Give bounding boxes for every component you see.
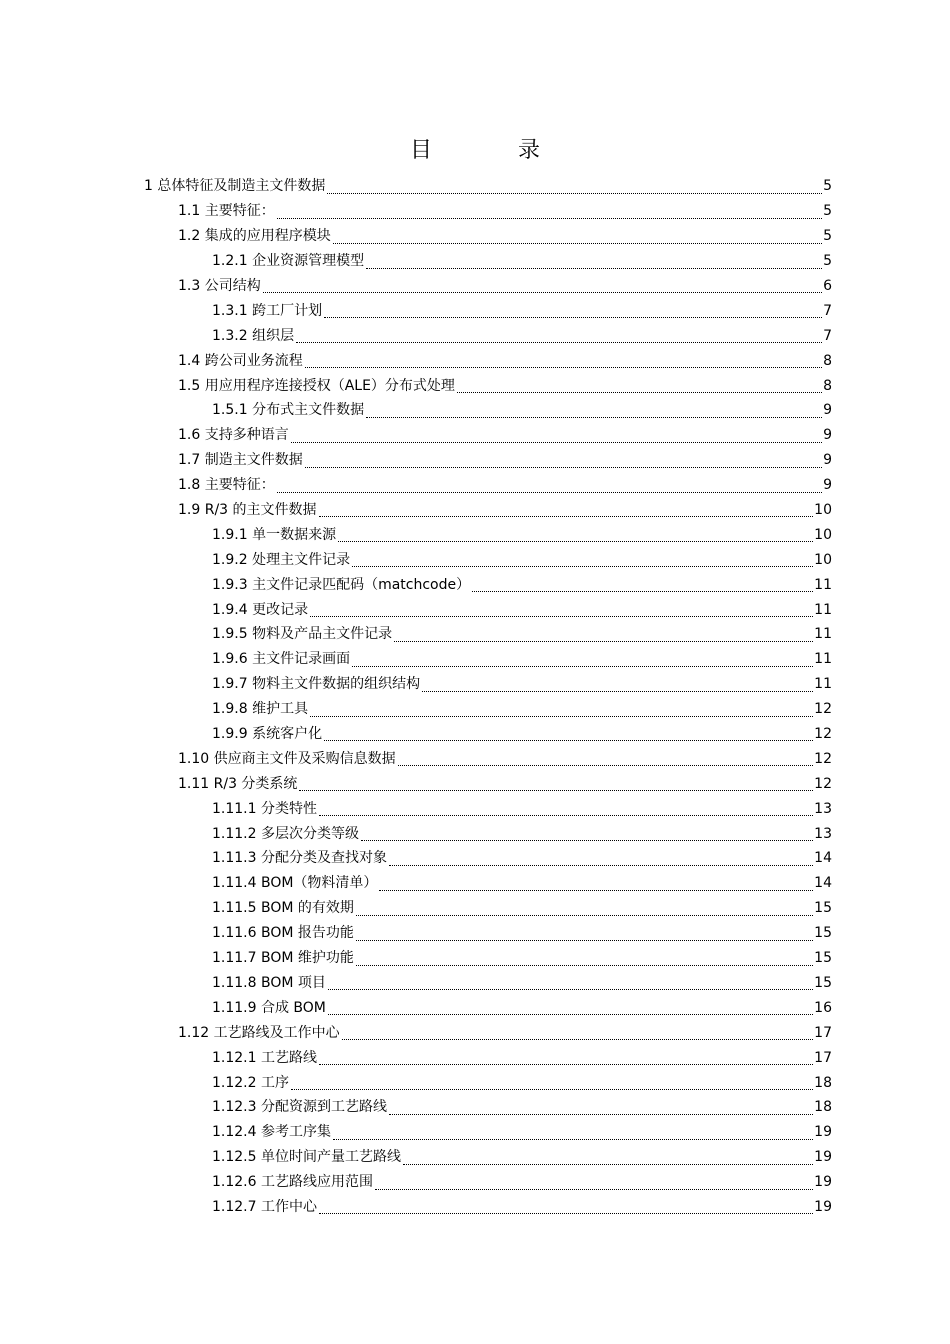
toc-dot-leader xyxy=(356,939,813,941)
toc-entry-label: 1.11.2 多层次分类等级 xyxy=(212,825,359,842)
toc-entry[interactable] xyxy=(212,796,832,821)
toc-entry-page-number: 15 xyxy=(814,950,832,967)
toc-entry[interactable] xyxy=(212,1045,832,1070)
toc-dot-leader xyxy=(291,1088,813,1090)
toc-dot-leader xyxy=(324,316,822,318)
toc-dot-leader xyxy=(366,267,822,269)
toc-entry-page-number: 16 xyxy=(814,999,832,1016)
toc-entry-page-number: 9 xyxy=(823,427,832,444)
toc-entry-page-number: 6 xyxy=(823,278,832,294)
toc-entry-page-number: 7 xyxy=(823,327,832,344)
toc-entry-label: 1.3 公司结构 xyxy=(178,278,261,294)
toc-entry-label: 1.12 工艺路线及工作中心 xyxy=(178,1024,340,1041)
toc-entry[interactable] xyxy=(178,199,832,224)
toc-dot-leader xyxy=(389,864,813,866)
toc-entry-page-number: 8 xyxy=(823,352,832,369)
toc-entry[interactable] xyxy=(144,174,832,199)
toc-dot-leader xyxy=(472,590,813,592)
toc-entry[interactable] xyxy=(212,846,832,871)
toc-entry-page-number: 9 xyxy=(823,477,832,494)
toc-entry-label: 1.9.4 更改记录 xyxy=(212,601,309,618)
toc-entry[interactable] xyxy=(212,1170,832,1195)
toc-dot-leader xyxy=(338,540,813,542)
toc-entry[interactable] xyxy=(212,1145,832,1170)
toc-dot-leader xyxy=(327,192,822,194)
toc-entry-label: 1.11.6 BOM 报告功能 xyxy=(212,925,354,942)
toc-entry[interactable] xyxy=(178,771,832,796)
toc-entry[interactable] xyxy=(212,971,832,996)
toc-entry-page-number: 19 xyxy=(814,1174,832,1191)
toc-entry-label: 1.9.7 物料主文件数据的组织结构 xyxy=(212,676,421,693)
toc-entry-label: 1.11.4 BOM（物料清单） xyxy=(212,875,378,892)
toc-entry-page-number: 19 xyxy=(814,1149,832,1166)
toc-entry-page-number: 17 xyxy=(814,1049,832,1066)
toc-entry[interactable] xyxy=(212,298,832,323)
toc-entry-page-number: 5 xyxy=(823,178,832,195)
toc-entry-page-number: 11 xyxy=(814,626,832,643)
toc-dot-leader xyxy=(319,814,813,816)
toc-dot-leader xyxy=(394,640,813,642)
toc-entry-label: 1.9.1 单一数据来源 xyxy=(212,526,337,543)
toc-entry-label: 1.5.1 分布式主文件数据 xyxy=(212,402,365,419)
toc-entry-page-number: 18 xyxy=(814,1099,832,1116)
toc-dot-leader xyxy=(319,1063,813,1065)
toc-entry[interactable] xyxy=(212,871,832,896)
toc-dot-leader xyxy=(296,341,822,343)
toc-entry-label: 1.5 用应用程序连接授权（ALE）分布式处理 xyxy=(178,377,455,394)
toc-entry-label: 1.9.6 主文件记录画面 xyxy=(212,651,351,668)
toc-dot-leader xyxy=(361,839,813,841)
toc-entry-label: 1.3.1 跨工厂计划 xyxy=(212,302,323,319)
toc-entry-page-number: 14 xyxy=(814,850,832,867)
toc-entry[interactable] xyxy=(212,821,832,846)
toc-entry-label: 1.11 R/3 分类系统 xyxy=(178,775,298,792)
toc-entry-label: 1.11.7 BOM 维护功能 xyxy=(212,950,354,967)
toc-entry-page-number: 10 xyxy=(814,551,832,568)
toc-entry-label: 1.6 支持多种语言 xyxy=(178,427,289,444)
toc-dot-leader xyxy=(305,366,822,368)
toc-dot-leader xyxy=(352,565,813,567)
toc-entry-label: 1 总体特征及制造主文件数据 xyxy=(144,178,326,195)
toc-dot-leader xyxy=(379,889,813,891)
toc-entry-page-number: 5 xyxy=(823,253,832,270)
toc-entry-label: 1.2.1 企业资源管理模型 xyxy=(212,253,365,270)
toc-dot-leader xyxy=(319,515,814,517)
toc-entry-label: 1.11.3 分配分类及查找对象 xyxy=(212,850,387,867)
toc-dot-leader xyxy=(305,466,822,468)
toc-entry[interactable] xyxy=(212,995,832,1020)
toc-entry-label: 1.4 跨公司业务流程 xyxy=(178,352,303,369)
toc-entry[interactable] xyxy=(212,1120,832,1145)
toc-entry-page-number: 11 xyxy=(814,676,832,693)
toc-entry[interactable] xyxy=(178,746,832,771)
toc-entry[interactable] xyxy=(178,423,832,448)
toc-entry[interactable] xyxy=(212,522,832,547)
toc-entry[interactable] xyxy=(178,473,832,498)
toc-entry[interactable] xyxy=(212,722,832,747)
toc-entry-label: 1.7 制造主文件数据 xyxy=(178,452,303,469)
toc-entry-page-number: 8 xyxy=(823,377,832,394)
toc-entry-page-number: 12 xyxy=(814,701,832,718)
toc-entry[interactable] xyxy=(212,572,832,597)
toc-title xyxy=(0,134,950,168)
toc-entry[interactable] xyxy=(178,498,832,523)
toc-entry[interactable] xyxy=(212,1070,832,1095)
toc-entry-label: 1.9.2 处理主文件记录 xyxy=(212,551,351,568)
toc-entry-page-number: 13 xyxy=(814,825,832,842)
toc-entry[interactable] xyxy=(212,921,832,946)
toc-entry[interactable] xyxy=(212,697,832,722)
toc-dot-leader xyxy=(299,789,813,791)
toc-entry[interactable] xyxy=(212,547,832,572)
toc-entry-page-number: 19 xyxy=(814,1198,832,1215)
toc-dot-leader xyxy=(457,391,822,393)
toc-dot-leader xyxy=(310,615,813,617)
toc-entry-page-number: 19 xyxy=(814,1124,832,1141)
toc-dot-leader xyxy=(324,739,813,741)
toc-entry-page-number: 5 xyxy=(823,203,832,220)
toc-dot-leader xyxy=(356,964,813,966)
toc-entry-page-number: 12 xyxy=(814,726,832,743)
toc-entry-page-number: 17 xyxy=(814,1024,832,1041)
toc-entry[interactable] xyxy=(212,1195,832,1220)
toc-entry-label: 1.9.8 维护工具 xyxy=(212,701,309,718)
toc-entry-label: 1.9.5 物料及产品主文件记录 xyxy=(212,626,393,643)
toc-entry-label: 1.10 供应商主文件及采购信息数据 xyxy=(178,750,396,767)
toc-entry-page-number: 10 xyxy=(814,502,832,519)
toc-dot-leader xyxy=(342,1038,814,1040)
toc-entry-label: 1.9.9 系统客户化 xyxy=(212,726,323,743)
toc-dot-leader xyxy=(333,1138,813,1140)
toc-dot-leader xyxy=(398,764,814,766)
toc-entry[interactable] xyxy=(212,647,832,672)
toc-entry-label: 1.11.8 BOM 项目 xyxy=(212,974,326,991)
toc-entry-page-number: 10 xyxy=(814,526,832,543)
toc-entry-page-number: 7 xyxy=(823,302,832,319)
toc-entry-page-number: 9 xyxy=(823,452,832,469)
toc-entry-page-number: 12 xyxy=(814,750,832,767)
toc-dot-leader xyxy=(263,291,822,293)
toc-entry-label: 1.11.5 BOM 的有效期 xyxy=(212,900,354,917)
toc-entry-page-number: 14 xyxy=(814,875,832,892)
toc-entry-label: 1.12.4 参考工序集 xyxy=(212,1124,331,1141)
toc-title-second-char: 录 xyxy=(518,138,541,163)
toc-entry-page-number: 9 xyxy=(823,402,832,419)
toc-entry-label: 1.9 R/3 的主文件数据 xyxy=(178,502,317,519)
toc-entry-label: 1.12.1 工艺路线 xyxy=(212,1049,317,1066)
toc-dot-leader xyxy=(277,217,822,219)
toc-entry[interactable] xyxy=(212,398,832,423)
toc-entry-label: 1.9.3 主文件记录匹配码（matchcode） xyxy=(212,576,471,593)
toc-entry[interactable] xyxy=(178,348,832,373)
toc-entry-label: 1.1 主要特征： xyxy=(178,203,275,220)
toc-entry-label: 1.8 主要特征： xyxy=(178,477,275,494)
toc-title-first-char: 目 xyxy=(409,138,432,163)
toc-entry[interactable] xyxy=(212,622,832,647)
toc-entry-page-number: 15 xyxy=(814,900,832,917)
toc-entry[interactable] xyxy=(212,946,832,971)
toc-dot-leader xyxy=(277,491,822,493)
toc-dot-leader xyxy=(375,1188,813,1190)
toc-entry[interactable] xyxy=(178,224,832,249)
toc-entry-label: 1.11.9 合成 BOM xyxy=(212,999,326,1016)
toc-entry[interactable] xyxy=(212,1095,832,1120)
toc-dot-leader xyxy=(310,715,813,717)
toc-entry[interactable] xyxy=(178,373,832,398)
toc-dot-leader xyxy=(352,665,813,667)
toc-entry-label: 1.3.2 组织层 xyxy=(212,327,295,344)
toc-entry-page-number: 5 xyxy=(823,228,832,245)
toc-dot-leader xyxy=(319,1212,813,1214)
toc-entry-label: 1.11.1 分类特性 xyxy=(212,800,317,817)
toc-dot-leader xyxy=(422,690,813,692)
toc-entry[interactable] xyxy=(212,672,832,697)
toc-entry-page-number: 11 xyxy=(814,601,832,618)
toc-entry[interactable] xyxy=(212,249,832,274)
toc-dot-leader xyxy=(291,441,822,443)
toc-entry-page-number: 15 xyxy=(814,974,832,991)
toc-entry-label: 1.12.6 工艺路线应用范围 xyxy=(212,1174,373,1191)
toc-entry-label: 1.12.3 分配资源到工艺路线 xyxy=(212,1099,387,1116)
toc-dot-leader xyxy=(328,988,813,990)
toc-entry-page-number: 15 xyxy=(814,925,832,942)
toc-entry[interactable] xyxy=(212,323,832,348)
toc-entry-label: 1.2 集成的应用程序模块 xyxy=(178,228,331,245)
toc-entry-label: 1.12.2 工序 xyxy=(212,1074,289,1091)
toc-entry-label: 1.12.5 单位时间产量工艺路线 xyxy=(212,1149,401,1166)
table-of-contents xyxy=(0,174,950,1219)
toc-dot-leader xyxy=(328,1013,813,1015)
toc-entry-page-number: 11 xyxy=(814,576,832,593)
toc-dot-leader xyxy=(366,416,822,418)
toc-entry[interactable] xyxy=(178,1020,832,1045)
toc-entry[interactable] xyxy=(178,274,832,299)
toc-entry-page-number: 12 xyxy=(814,775,832,792)
toc-dot-leader xyxy=(389,1113,813,1115)
toc-entry[interactable] xyxy=(212,896,832,921)
toc-entry-page-number: 18 xyxy=(814,1074,832,1091)
toc-entry-label: 1.12.7 工作中心 xyxy=(212,1198,317,1215)
toc-entry-page-number: 13 xyxy=(814,800,832,817)
toc-entry[interactable] xyxy=(178,448,832,473)
toc-dot-leader xyxy=(403,1163,813,1165)
toc-dot-leader xyxy=(333,242,822,244)
toc-dot-leader xyxy=(356,914,813,916)
toc-entry[interactable] xyxy=(212,597,832,622)
toc-entry-page-number: 11 xyxy=(814,651,832,668)
